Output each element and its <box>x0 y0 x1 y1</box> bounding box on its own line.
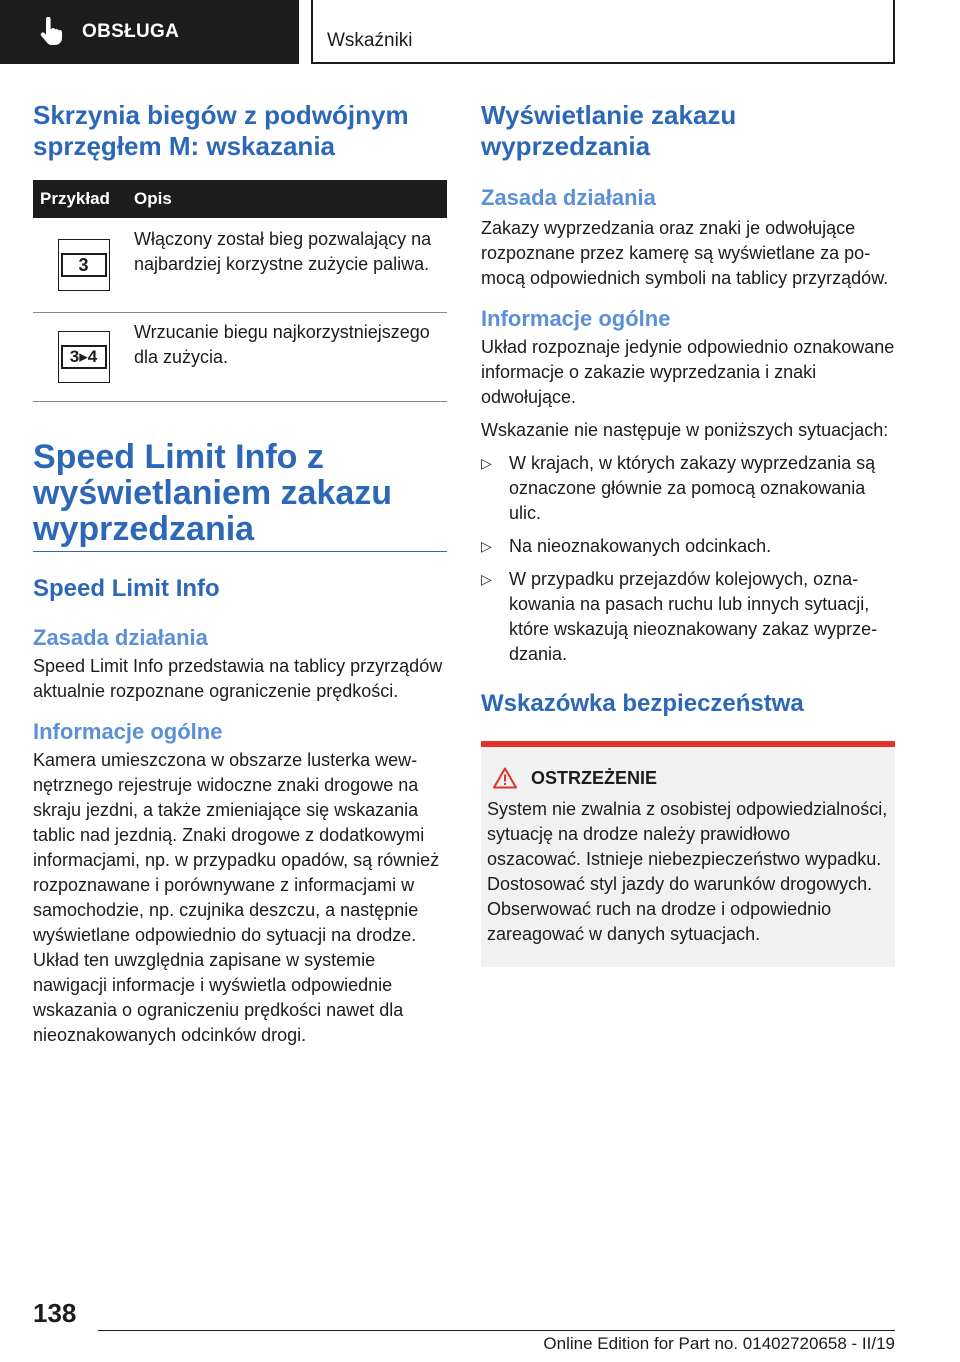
gear-3-icon <box>58 239 110 291</box>
gear-indicator-table <box>33 180 447 402</box>
triangle-bullet-icon: ▷ <box>481 455 492 471</box>
triangle-bullet-icon: ▷ <box>481 571 492 587</box>
bullet-list <box>481 451 895 667</box>
general-heading: Informacje ogólne <box>33 719 223 744</box>
general-text: Kamera umieszczona w obszarze lusterka wewnętrznego rejestruje widoczne znaki drogowe na skraju jezdni, a także zmieniające się wskazania tablic nad jezdnią. Znaki drogowe z dodatkowymi informacjami, np. w przypadku opadów, są również rozpoznawane i porównywane z informacjami w samochodzie, np. czujnika deszczu, a następnie wyświetlane odpowiednio do sytuacji na drodze. Układ ten uwzględnia zapisane w systemie nawigacji informacje i wyświetla odpowiednie wskazania o ograniczeniu prędkości nawet dla nieoznakowanych odcinków drogi. <box>33 750 440 1045</box>
footer-rule <box>98 1330 895 1331</box>
row-desc: Wrzucanie biegu najkorzystniejszego dla zużycia. <box>134 322 430 367</box>
principle-text: Zakazy wyprzedzania oraz znaki je odwołujące rozpoznane przez kamerę są wyświetlane za pomocą odpowiednich symboli na tablicy przyrządów. <box>481 218 889 288</box>
list-item: ▷ W przypadku przejazdów kolejowych, oznakowania na pasach ruchu lub innych sytuacji, które wskazują nieoznakowany zakaz wyprzedzania. <box>481 567 895 667</box>
row-desc: Włączony został bieg pozwalający na najbardziej korzystne zużycie paliwa. <box>134 229 432 274</box>
general-heading: Informacje ogólne <box>481 306 671 331</box>
warning-icon <box>493 767 517 789</box>
chapter-label: Wskaźniki <box>327 30 413 51</box>
triangle-bullet-icon: ▷ <box>481 538 492 554</box>
general-text-1: Układ rozpoznaje jedynie odpowiednio oznakowane informacje o zakazie wyprzedzania i znaki odwołujące. <box>481 337 895 407</box>
page-number: 138 <box>33 1298 77 1328</box>
gear-shift-3-to-4-icon <box>58 331 110 383</box>
edition-text: Online Edition for Part no. 01402720658 - II/19 <box>543 1334 895 1353</box>
chapter-tab <box>311 0 895 64</box>
speed-limit-heading: Speed Limit Info <box>33 575 220 602</box>
principle-heading: Zasada działania <box>33 625 208 650</box>
list-item: ▷ W krajach, w których zakazy wyprzedzania są oznaczone głównie za pomocą oznakowania ulic. <box>481 451 895 526</box>
hand-pointer-icon <box>38 17 64 47</box>
warning-box <box>481 741 895 967</box>
table-row <box>33 313 447 402</box>
overtaking-heading: Wyświetlanie zakazu wyprzedzania <box>481 100 737 161</box>
gear-symbol: 3 <box>61 253 107 277</box>
section-tab <box>0 0 299 64</box>
safety-heading: Wskazówka bezpieczeństwa <box>481 690 804 717</box>
col-desc-header: Opis <box>134 189 172 208</box>
section-label: OBSŁUGA <box>82 21 180 42</box>
gearbox-heading: Skrzynia biegów z podwójnym sprzęgłem M: wskazania <box>33 100 409 161</box>
right-column <box>481 100 895 967</box>
general-text-2: Wskazanie nie następuje w poniższych sytuacjach: <box>481 420 889 440</box>
gear-symbol: 3▸4 <box>61 345 107 369</box>
col-example-header: Przykład <box>40 189 110 208</box>
warning-title: OSTRZEŻENIE <box>531 767 658 788</box>
left-column <box>33 100 447 1048</box>
main-heading: Speed Limit Info z wyświetlaniem zakazu wyprzedzania <box>33 438 393 548</box>
list-item: ▷ Na nieoznakowanych odcinkach. <box>481 534 895 559</box>
table-row <box>33 218 447 313</box>
warning-text: System nie zwalnia z osobistej odpowiedzialności, sytuację na drodze należy prawidłowo oszacować. Istnieje niebezpieczeństwo wypadku. Dostosować styl jazdy do warunków drogowych. Obserwować ruch na drodze i odpowiednio zareagować w danych sytuacjach. <box>487 799 888 944</box>
principle-heading: Zasada działania <box>481 185 656 210</box>
table-header <box>33 180 447 218</box>
principle-text: Speed Limit Info przedstawia na tablicy przyrządów aktualnie rozpoznane ograniczenie prędkości. <box>33 656 443 701</box>
